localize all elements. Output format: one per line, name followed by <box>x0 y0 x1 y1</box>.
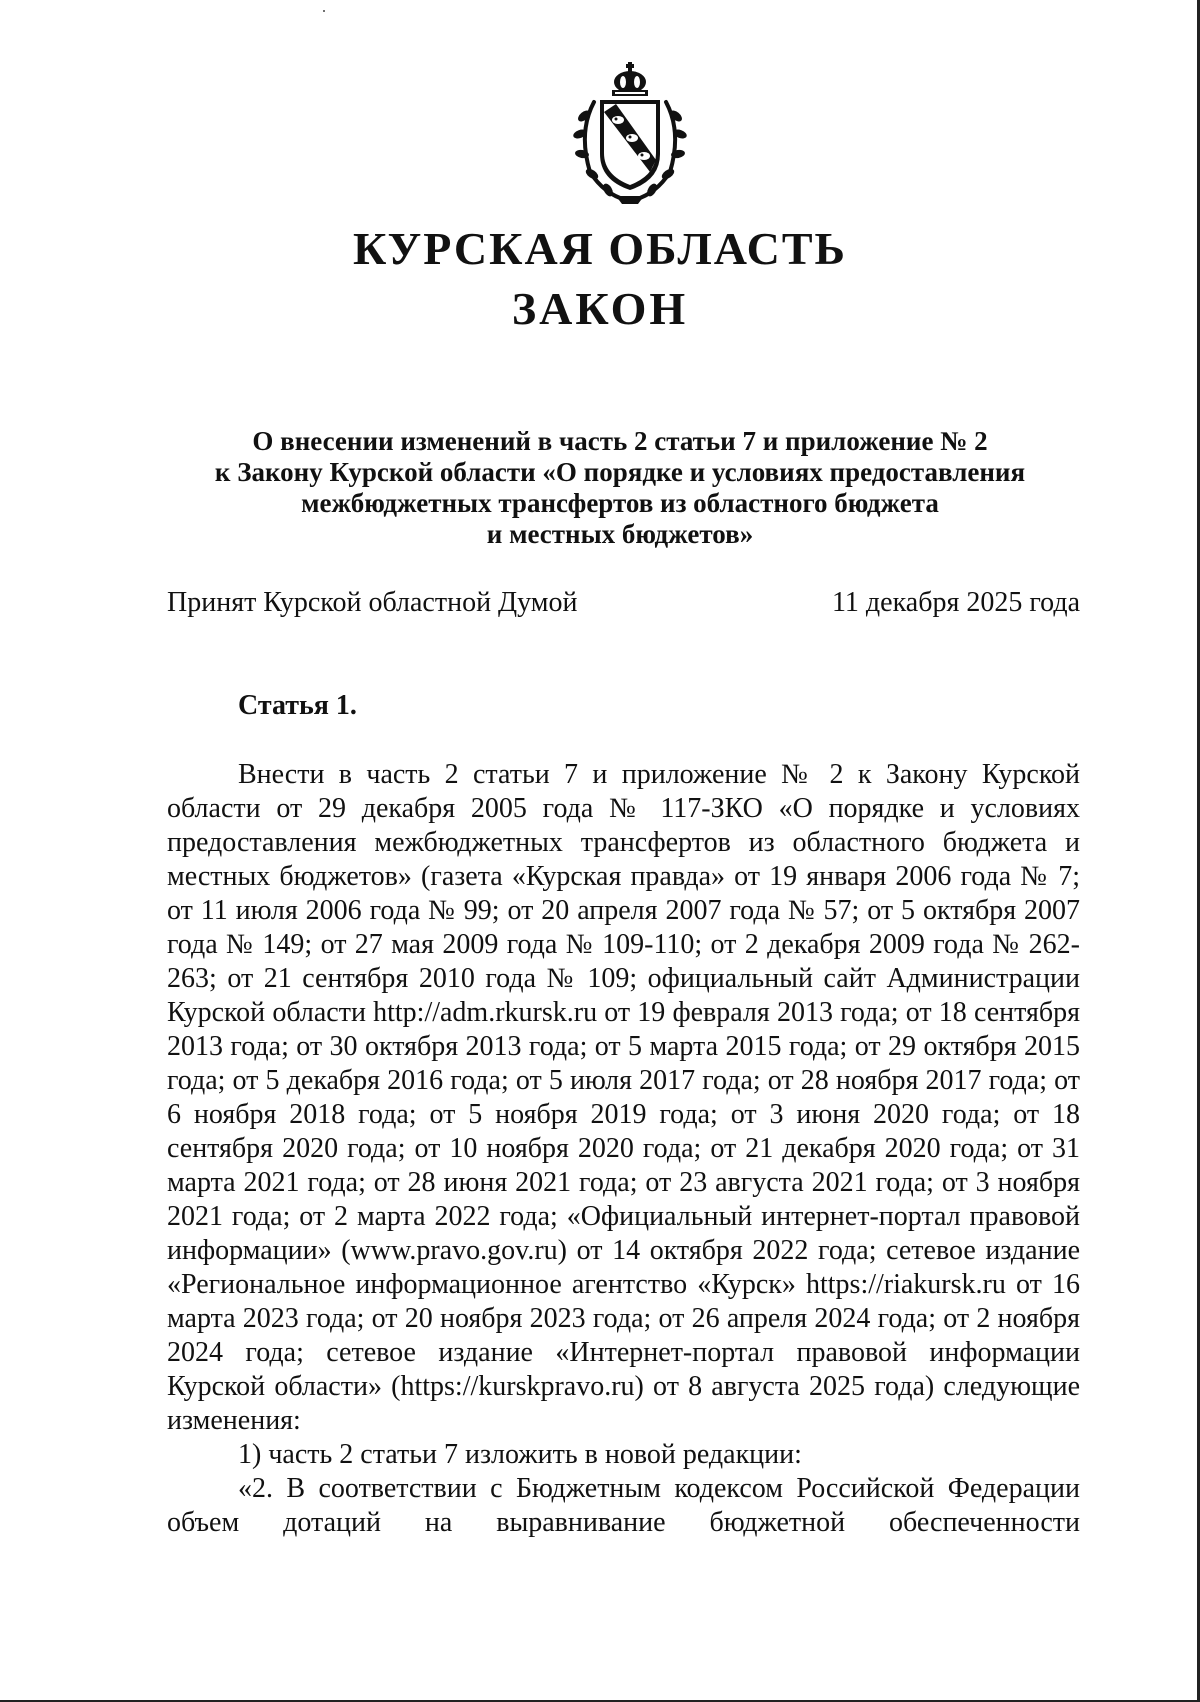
article-body <box>167 758 1080 1540</box>
scan-speck <box>323 10 325 12</box>
region-name: КУРСКАЯ ОБЛАСТЬ <box>353 223 847 274</box>
document-type: ЗАКОН <box>511 283 689 334</box>
adopted-by: Принят Курской областной Думой <box>167 587 578 618</box>
law-title-line: межбюджетных трансфертов из областного бюджета <box>301 488 939 518</box>
article-item-1: 1) часть 2 статьи 7 изложить в новой редакции: <box>238 1439 802 1470</box>
law-title-line: О внесении изменений в часть 2 статьи 7 и приложение № 2 <box>252 426 988 456</box>
law-title-line: к Закону Курской области «О порядке и условиях предоставления <box>214 457 1026 487</box>
article-heading: Статья 1. <box>238 690 357 721</box>
law-title <box>160 426 1080 550</box>
law-title-line: и местных бюджетов» <box>486 519 754 549</box>
article-intro-paragraph: Внести в часть 2 статьи 7 и приложение № 2 к Закону Курской области от 29 декабря 2005 года № 117-ЗКО «О порядке и условиях предоставления межбюджетных трансфертов из областного бюджета и местных бюджетов» (газета «Курская правда» от 19 января 2006 года № 7; от 11 июля 2006 года № 99; от 20 апреля 2007 года № 57; от 5 октября 2007 года № 149; от 27 мая 2009 года № 109-110; от 2 декабря 2009 года № 262-263; от 21 сентября 2010 года № 109; официальный сайт Администрации Курской области http://adm.rkursk.ru от 19 февраля 2013 года; от 18 сентября 2013 года; от 30 октября 2013 года; от 5 марта 2015 года; от 29 октября 2015 года; от 5 декабря 2016 года; от 5 июля 2017 года; от 28 ноября 2017 года; от 6 ноября 2018 года; от 5 ноября 2019 года; от 3 июня 2020 года; от 18 сентября 2020 года; от 10 ноября 2020 года; от 21 декабря 2020 года; от 31 марта 2021 года; от 28 июня 2021 года; от 23 августа 2021 года; от 3 ноября 2021 года; от 2 марта 2022 года; «Официальный интернет-портал правовой информации» (www.pravo.gov.ru) от 14 октября 2022 года; сетевое издание «Региональное информационное агентство «Курск» https://riakursk.ru от 16 марта 2023 года; от 20 ноября 2023 года; от 26 апреля 2024 года; от 2 ноября 2024 года; сетевое издание «Интернет-портал правовой информации Курской области» (https://kurskpravo.ru) от 8 августа 2025 года) следующие изменения: <box>167 759 1080 1436</box>
kursk-coat-of-arms-icon <box>560 62 700 204</box>
amendment-quote-paragraph: «2. В соответствии с Бюджетным кодексом Российской Федерации объем дотаций на выравнивание бюджетной обеспеченности <box>167 1473 1080 1538</box>
adoption-date: 11 декабря 2025 года <box>831 587 1080 618</box>
